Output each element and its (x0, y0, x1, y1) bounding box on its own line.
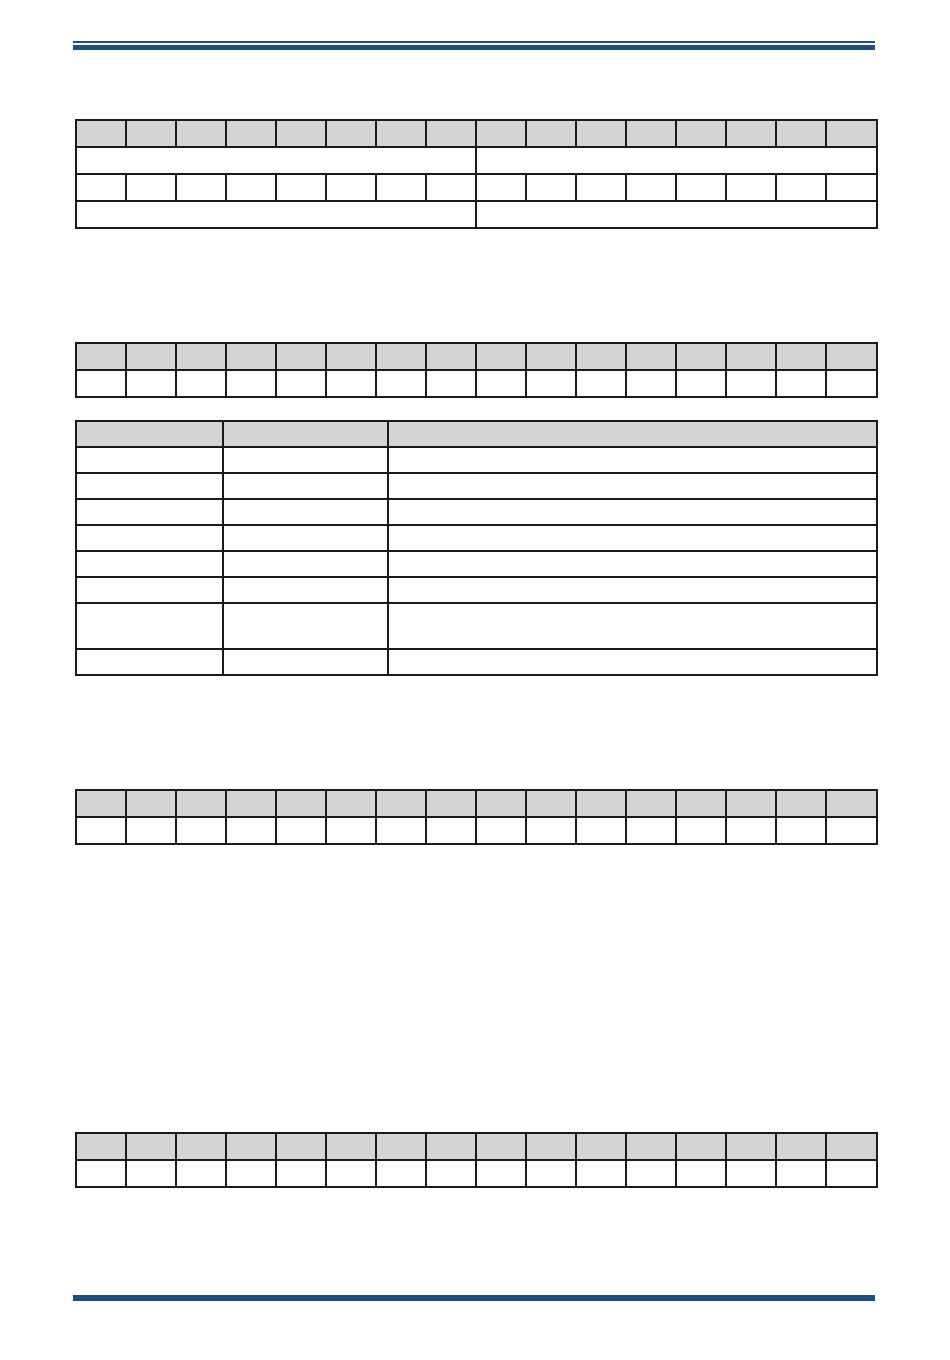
bit-cell (676, 174, 726, 201)
description-cell (388, 551, 877, 577)
bit-header-cell (76, 790, 126, 817)
bit-header-cell (776, 343, 826, 370)
bit-header-cell (826, 120, 877, 147)
field-name-cell (223, 473, 388, 499)
register-bit-header-row (76, 120, 877, 147)
register-table-2 (75, 342, 878, 398)
bit-cell (576, 817, 626, 844)
bit-header-cell (176, 120, 226, 147)
bit-header-cell (376, 790, 426, 817)
register-bit-row (76, 174, 877, 201)
bit-cell (626, 817, 676, 844)
bits-cell (76, 499, 223, 525)
bit-header-cell (526, 343, 576, 370)
description-row (76, 551, 877, 577)
bit-header-cell (726, 1133, 776, 1160)
bit-cell (676, 1160, 726, 1187)
register-bit-header-row (76, 790, 877, 817)
bit-header-cell (626, 343, 676, 370)
bit-cell (76, 817, 126, 844)
register-table-1 (75, 119, 878, 229)
bit-cell (526, 1160, 576, 1187)
description-row (76, 473, 877, 499)
bit-header-cell (526, 790, 576, 817)
bit-header-cell (176, 1133, 226, 1160)
bit-header-cell (276, 1133, 326, 1160)
bit-cell (226, 370, 276, 397)
bit-cell (526, 370, 576, 397)
bits-cell (76, 551, 223, 577)
bit-cell (426, 1160, 476, 1187)
description-row (76, 577, 877, 603)
bit-header-cell (476, 343, 526, 370)
bit-cell (476, 817, 526, 844)
field-name-cell (223, 603, 388, 649)
bit-cell (276, 174, 326, 201)
bit-header-cell (626, 120, 676, 147)
bit-cell (776, 370, 826, 397)
bit-cell (476, 1160, 526, 1187)
bit-cell (226, 1160, 276, 1187)
bit-cell (676, 370, 726, 397)
bit-cell (626, 1160, 676, 1187)
register-table-4 (75, 1132, 878, 1188)
bits-cell (76, 603, 223, 649)
bit-header-cell (426, 790, 476, 817)
bit-cell (776, 1160, 826, 1187)
bit-cell (226, 817, 276, 844)
bit-cell (726, 370, 776, 397)
header-rule-thick-line (73, 45, 875, 50)
bit-header-cell (576, 790, 626, 817)
bit-cell (76, 1160, 126, 1187)
header-rule (73, 41, 875, 50)
bit-cell (776, 817, 826, 844)
footer-rule-thick-line (73, 1295, 875, 1301)
bit-cell (426, 817, 476, 844)
field-name-cell (223, 551, 388, 577)
field-cell-lower (476, 201, 877, 228)
description-header-row (76, 421, 877, 447)
field-cell-upper (76, 201, 476, 228)
bit-header-cell (326, 790, 376, 817)
bit-cell (826, 817, 877, 844)
register-bit-row (76, 370, 877, 397)
field-description-table (75, 420, 878, 676)
description-row (76, 649, 877, 675)
bit-header-cell (676, 790, 726, 817)
description-cell (388, 603, 877, 649)
bit-header-cell (226, 343, 276, 370)
description-cell (388, 447, 877, 473)
bit-cell (126, 370, 176, 397)
bit-header-cell (226, 120, 276, 147)
bit-cell (826, 1160, 877, 1187)
bit-cell (176, 1160, 226, 1187)
description-cell (388, 473, 877, 499)
bit-cell (176, 817, 226, 844)
bit-header-cell (326, 343, 376, 370)
bit-cell (326, 1160, 376, 1187)
bit-header-cell (126, 1133, 176, 1160)
bit-cell (726, 174, 776, 201)
bit-header-cell (576, 343, 626, 370)
bit-cell (426, 174, 476, 201)
description-row (76, 447, 877, 473)
field-cell-lower (476, 147, 877, 174)
bit-header-cell (826, 1133, 877, 1160)
bit-header-cell (726, 120, 776, 147)
bit-header-cell (326, 1133, 376, 1160)
bit-header-cell (726, 790, 776, 817)
bit-header-cell (826, 790, 877, 817)
bit-header-cell (326, 120, 376, 147)
description-row-tall (76, 603, 877, 649)
bit-header-cell (376, 120, 426, 147)
field-name-cell (223, 577, 388, 603)
bit-header-cell (176, 790, 226, 817)
bits-cell (76, 649, 223, 675)
bits-cell (76, 577, 223, 603)
bit-header-cell (576, 120, 626, 147)
bit-header-cell (476, 120, 526, 147)
description-column-header (388, 421, 877, 447)
bit-cell (576, 370, 626, 397)
bit-cell (626, 370, 676, 397)
bit-cell (476, 370, 526, 397)
bit-cell (826, 174, 877, 201)
bit-header-cell (776, 1133, 826, 1160)
bit-header-cell (526, 120, 576, 147)
bits-cell (76, 525, 223, 551)
bit-cell (526, 817, 576, 844)
bit-cell (276, 370, 326, 397)
bit-cell (376, 817, 426, 844)
bit-header-cell (626, 790, 676, 817)
bit-cell (76, 174, 126, 201)
description-cell (388, 577, 877, 603)
bits-cell (76, 447, 223, 473)
bit-header-cell (376, 343, 426, 370)
bit-header-cell (226, 1133, 276, 1160)
register-bit-header-row (76, 1133, 877, 1160)
bit-cell (176, 174, 226, 201)
bit-cell (476, 174, 526, 201)
bit-cell (626, 174, 676, 201)
bit-cell (426, 370, 476, 397)
description-cell (388, 525, 877, 551)
bit-header-cell (626, 1133, 676, 1160)
field-name-cell (223, 499, 388, 525)
bit-header-cell (426, 120, 476, 147)
field-name-column-header (223, 421, 388, 447)
bit-header-cell (276, 790, 326, 817)
bit-cell (776, 174, 826, 201)
bit-cell (676, 817, 726, 844)
bit-header-cell (476, 790, 526, 817)
bit-header-cell (176, 343, 226, 370)
register-field-row (76, 147, 877, 174)
bit-cell (126, 1160, 176, 1187)
bit-header-cell (476, 1133, 526, 1160)
bit-header-cell (826, 343, 877, 370)
bit-cell (226, 174, 276, 201)
bit-header-cell (576, 1133, 626, 1160)
register-table-3 (75, 789, 878, 845)
bit-header-cell (676, 1133, 726, 1160)
bit-cell (126, 174, 176, 201)
bit-header-cell (726, 343, 776, 370)
bit-header-cell (76, 120, 126, 147)
field-cell-upper (76, 147, 476, 174)
field-name-cell (223, 649, 388, 675)
bit-header-cell (776, 120, 826, 147)
bit-cell (326, 817, 376, 844)
bit-header-cell (76, 343, 126, 370)
bits-cell (76, 473, 223, 499)
bit-header-cell (76, 1133, 126, 1160)
description-cell (388, 499, 877, 525)
bit-header-cell (126, 790, 176, 817)
bit-cell (726, 817, 776, 844)
register-bit-row (76, 1160, 877, 1187)
field-name-cell (223, 525, 388, 551)
register-bit-row (76, 817, 877, 844)
field-name-cell (223, 447, 388, 473)
footer-rule (73, 1295, 875, 1301)
bit-header-cell (526, 1133, 576, 1160)
description-cell (388, 649, 877, 675)
bit-header-cell (426, 343, 476, 370)
bits-column-header (76, 421, 223, 447)
bit-cell (376, 174, 426, 201)
bit-cell (276, 1160, 326, 1187)
bit-cell (176, 370, 226, 397)
register-field-row (76, 201, 877, 228)
bit-cell (326, 174, 376, 201)
bit-header-cell (276, 343, 326, 370)
bit-cell (376, 1160, 426, 1187)
bit-cell (276, 817, 326, 844)
bit-cell (826, 370, 877, 397)
bit-header-cell (226, 790, 276, 817)
bit-header-cell (776, 790, 826, 817)
register-bit-header-row (76, 343, 877, 370)
bit-cell (326, 370, 376, 397)
bit-header-cell (676, 343, 726, 370)
bit-cell (526, 174, 576, 201)
description-row (76, 525, 877, 551)
bit-cell (576, 1160, 626, 1187)
bit-header-cell (126, 343, 176, 370)
bit-cell (576, 174, 626, 201)
bit-header-cell (676, 120, 726, 147)
bit-cell (376, 370, 426, 397)
bit-header-cell (376, 1133, 426, 1160)
bit-header-cell (426, 1133, 476, 1160)
bit-header-cell (276, 120, 326, 147)
bit-cell (76, 370, 126, 397)
bit-cell (126, 817, 176, 844)
bit-header-cell (126, 120, 176, 147)
description-row (76, 499, 877, 525)
bit-cell (726, 1160, 776, 1187)
